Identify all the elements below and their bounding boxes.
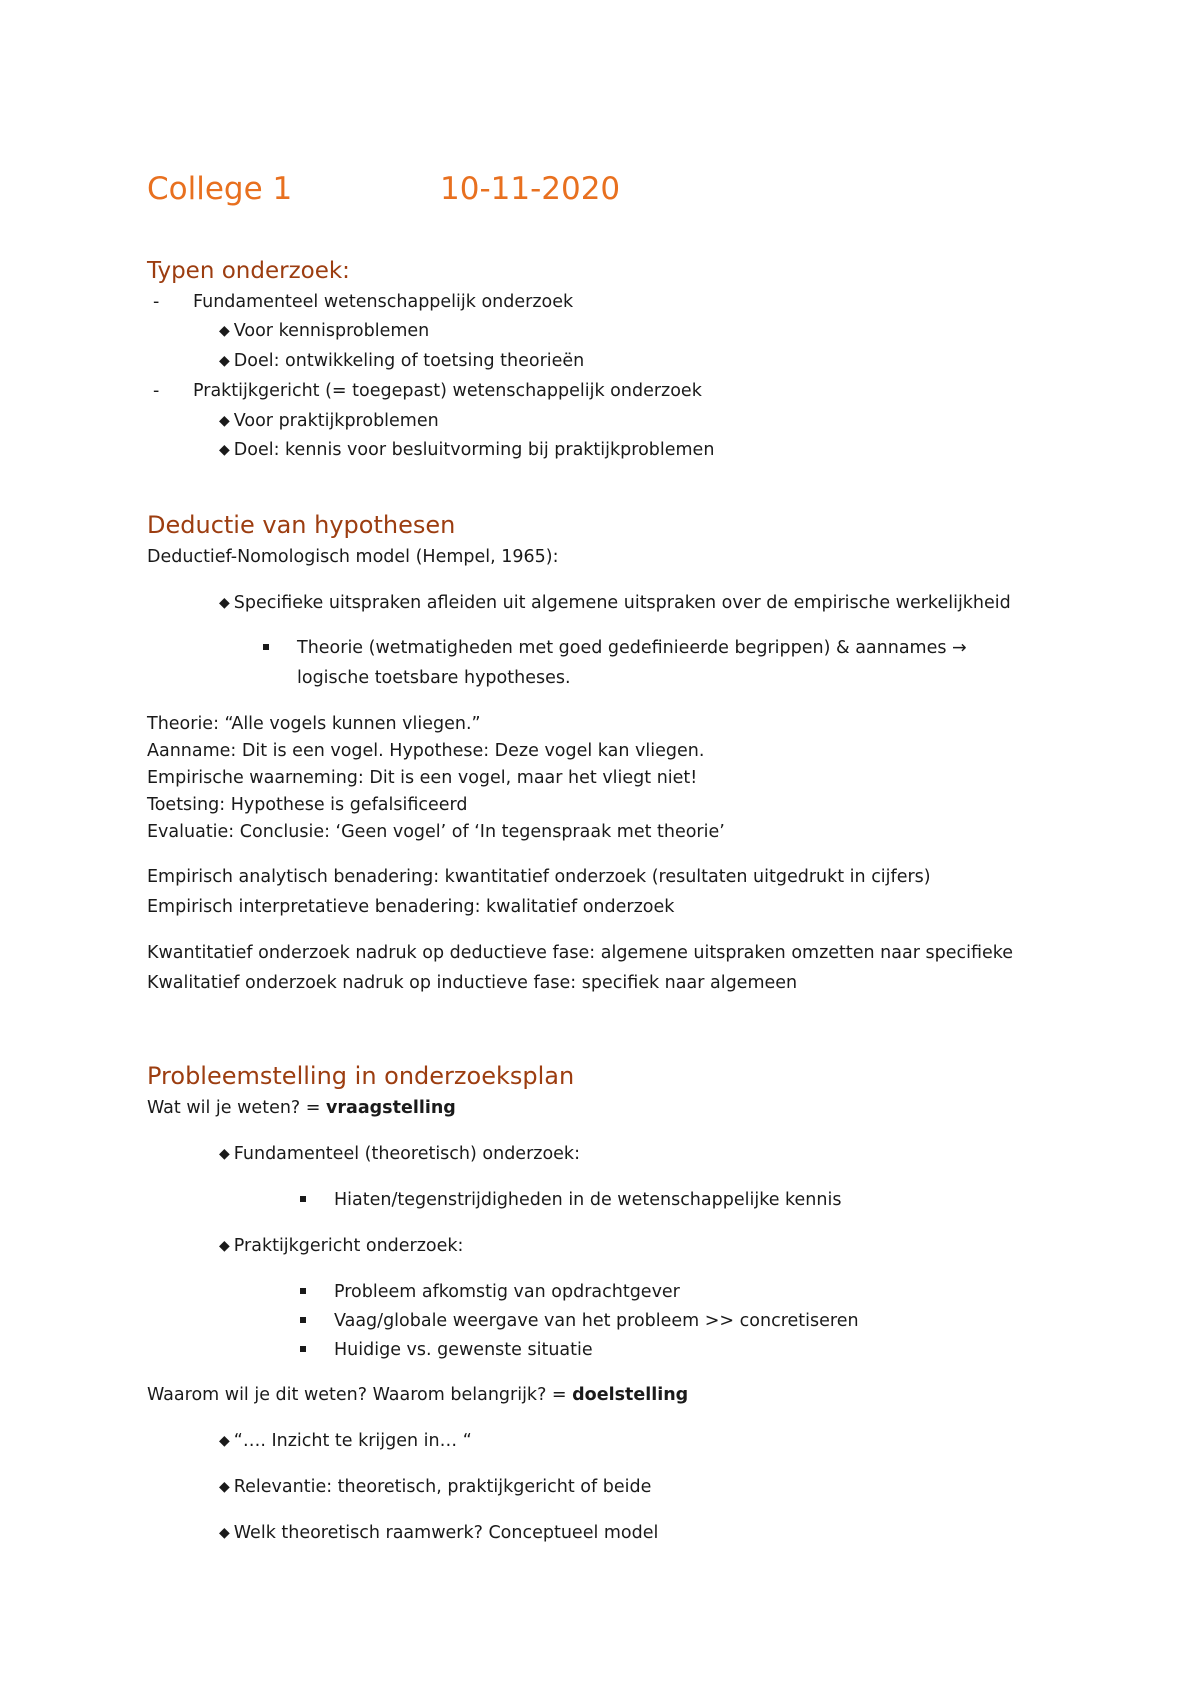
list-item: Fundamenteel wetenschappelijk onderzoek <box>193 292 574 312</box>
diamond-bullet-icon: ◆ <box>219 353 230 369</box>
square-bullet-icon <box>300 1288 306 1294</box>
diamond-bullet-icon: ◆ <box>219 595 230 611</box>
question-text: Wat wil je weten? = <box>147 1098 326 1118</box>
phase-line: Kwalitatief onderzoek nadruk op inductieve fase: specifiek naar algemeen <box>147 973 798 993</box>
page-date <box>440 170 620 208</box>
question-keyword: doelstelling <box>572 1385 689 1405</box>
approach-line: Empirisch analytisch benadering: kwantitatief onderzoek (resultaten uitgedrukt in cijfers) <box>147 867 931 887</box>
sub-item-line: Huidige vs. gewenste situatie <box>334 1340 593 1360</box>
question-line <box>147 1097 456 1119</box>
sub-item-line: logische toetsbare hypotheses. <box>297 668 571 688</box>
question-keyword: vraagstelling <box>326 1098 456 1118</box>
diamond-bullet-icon: ◆ <box>219 442 230 458</box>
list-item-text: Specifieke uitspraken afleiden uit algemene uitspraken over de empirische werkelijkheid <box>233 593 1011 613</box>
section-heading-probleemstelling: Probleemstelling in onderzoeksplan <box>147 1062 575 1090</box>
diamond-bullet-icon: ◆ <box>219 1433 230 1449</box>
list-item <box>219 350 584 373</box>
diamond-bullet-icon: ◆ <box>219 1479 230 1495</box>
diamond-bullet-icon: ◆ <box>219 323 230 339</box>
list-item-text: Welk theoretisch raamwerk? Conceptueel model <box>233 1523 659 1543</box>
list-item-text: Voor praktijkproblemen <box>233 411 439 431</box>
approach-line: Empirisch interpretatieve benadering: kwalitatief onderzoek <box>147 897 675 917</box>
example-line: Aanname: Dit is een vogel. Hypothese: Deze vogel kan vliegen. <box>147 741 705 761</box>
list-item <box>219 592 1011 615</box>
list-item-text: Doel: ontwikkeling of toetsing theorieën <box>233 351 585 371</box>
question-line <box>147 1384 688 1406</box>
section-heading-deductie: Deductie van hypothesen <box>147 511 456 539</box>
list-item <box>219 1476 651 1499</box>
square-bullet-icon <box>300 1317 306 1323</box>
section-heading-typen: Typen onderzoek: <box>147 258 350 284</box>
list-item-text: Doel: kennis voor besluitvorming bij praktijkproblemen <box>233 440 715 460</box>
example-line: Evaluatie: Conclusie: ‘Geen vogel’ of ‘In tegenspraak met theorie’ <box>147 822 725 842</box>
list-item-text: Voor kennisproblemen <box>233 321 430 341</box>
sub-item-line: Hiaten/tegenstrijdigheden in de wetenschappelijke kennis <box>334 1190 842 1210</box>
date-text: 10-11-2020 <box>440 171 621 207</box>
list-item <box>219 320 429 343</box>
list-item <box>219 410 439 433</box>
diamond-bullet-icon: ◆ <box>219 1525 230 1541</box>
list-item-text: Relevantie: theoretisch, praktijkgericht of beide <box>233 1477 652 1497</box>
diamond-bullet-icon: ◆ <box>219 1238 230 1254</box>
title-text: College 1 <box>147 171 293 207</box>
question-text: Waarom wil je dit weten? Waarom belangrijk? = <box>147 1385 573 1405</box>
sub-item-line: Probleem afkomstig van opdrachtgever <box>334 1282 680 1302</box>
intro-text: Deductief-Nomologisch model (Hempel, 1965): <box>147 547 559 567</box>
list-item-text: Fundamenteel (theoretisch) onderzoek: <box>233 1144 580 1164</box>
list-item: Praktijkgericht (= toegepast) wetenschappelijk onderzoek <box>193 381 702 401</box>
diamond-bullet-icon: ◆ <box>219 1146 230 1162</box>
list-item <box>219 1143 580 1166</box>
example-line: Theorie: “Alle vogels kunnen vliegen.” <box>147 714 481 734</box>
example-line: Empirische waarneming: Dit is een vogel, maar het vliegt niet! <box>147 768 698 788</box>
sub-item-line: Vaag/globale weergave van het probleem >> concretiseren <box>334 1311 859 1331</box>
dash-marker: - <box>153 292 160 312</box>
dash-marker: - <box>153 381 160 401</box>
sub-item-line: Theorie (wetmatigheden met goed gedefinieerde begrippen) & aannames → <box>297 638 967 658</box>
list-item <box>219 1235 463 1258</box>
list-item <box>219 1430 472 1453</box>
square-bullet-icon <box>300 1196 306 1202</box>
diamond-bullet-icon: ◆ <box>219 413 230 429</box>
list-item <box>219 1522 658 1545</box>
page-title <box>147 170 292 208</box>
list-item-text: “…. Inzicht te krijgen in… “ <box>233 1431 472 1451</box>
phase-line: Kwantitatief onderzoek nadruk op deductieve fase: algemene uitspraken omzetten naar specifieke <box>147 943 1014 963</box>
square-bullet-icon <box>300 1346 306 1352</box>
square-bullet-icon <box>263 644 269 650</box>
list-item-text: Praktijkgericht onderzoek: <box>233 1236 464 1256</box>
example-line: Toetsing: Hypothese is gefalsificeerd <box>147 795 468 815</box>
list-item <box>219 439 714 462</box>
